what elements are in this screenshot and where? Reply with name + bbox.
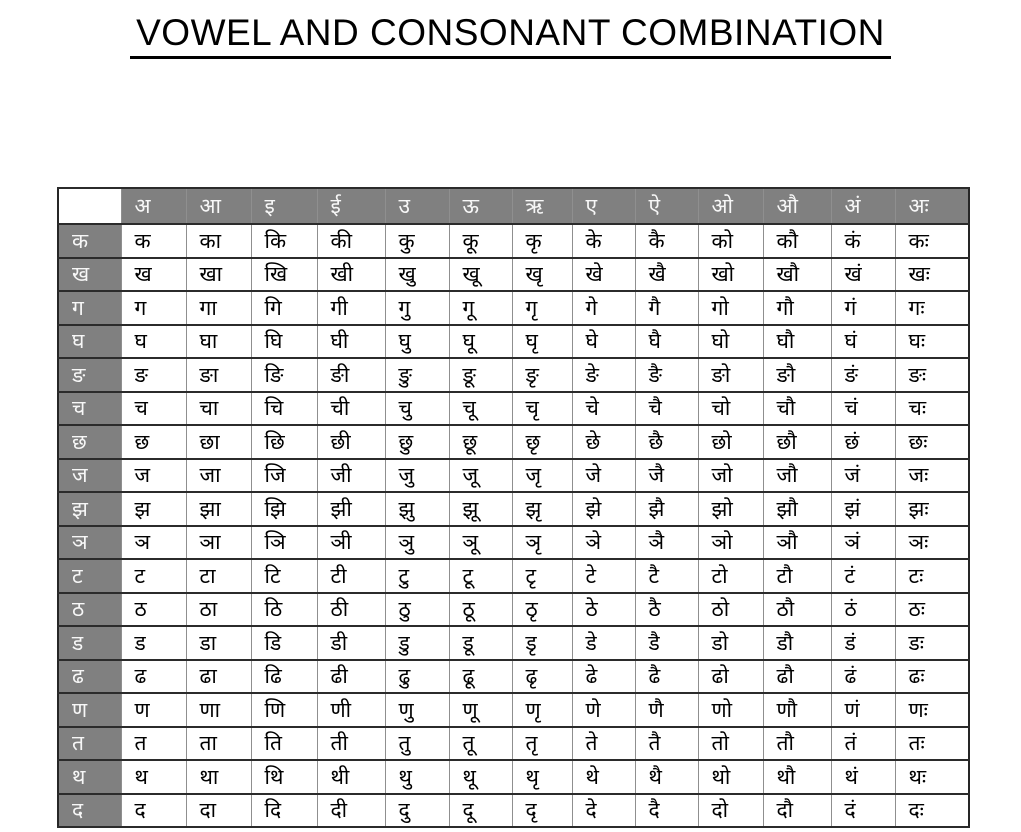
combination-cell: झः: [895, 492, 969, 526]
combination-cell: दै: [635, 794, 698, 828]
combination-cell: छं: [831, 425, 895, 459]
title-bar: [0, 12, 1021, 59]
combination-cell: ड: [121, 626, 186, 660]
combination-cell: खः: [895, 258, 969, 292]
combination-cell: थृ: [512, 760, 572, 794]
combination-cell: ञू: [449, 526, 512, 560]
combination-cell: णं: [831, 693, 895, 727]
combination-cell: तं: [831, 727, 895, 761]
combination-cell: ङं: [831, 358, 895, 392]
combination-cell: घृ: [512, 325, 572, 359]
table-row: [58, 358, 969, 392]
combination-cell: दी: [317, 794, 385, 828]
combination-cell: डे: [572, 626, 635, 660]
combination-cell: ञः: [895, 526, 969, 560]
combination-cell: टि: [251, 559, 317, 593]
combination-cell: ठू: [449, 593, 512, 627]
combination-cell: घ: [121, 325, 186, 359]
combination-cell: चू: [449, 392, 512, 426]
combination-cell: छो: [698, 425, 763, 459]
combination-cell: छौ: [763, 425, 831, 459]
table-row: [58, 660, 969, 694]
combination-cell: छः: [895, 425, 969, 459]
combination-cell: जौ: [763, 459, 831, 493]
vowel-header-cell: ई: [317, 188, 385, 224]
combination-cell: छ: [121, 425, 186, 459]
combination-cell: णू: [449, 693, 512, 727]
combination-cell: ढ: [121, 660, 186, 694]
combination-cell: खि: [251, 258, 317, 292]
table-row: [58, 794, 969, 828]
combination-cell: डौ: [763, 626, 831, 660]
combination-cell: ढि: [251, 660, 317, 694]
combination-cell: ङौ: [763, 358, 831, 392]
combination-cell: थ: [121, 760, 186, 794]
consonant-header-cell: च: [58, 392, 121, 426]
combination-cell: ङृ: [512, 358, 572, 392]
combination-cell: ञि: [251, 526, 317, 560]
combination-cell: ज: [121, 459, 186, 493]
combination-cell: डं: [831, 626, 895, 660]
combination-cell: गो: [698, 291, 763, 325]
combination-cell: ख: [121, 258, 186, 292]
combination-cell: झे: [572, 492, 635, 526]
combination-cell: कं: [831, 224, 895, 258]
table-row: [58, 258, 969, 292]
combination-cell: डू: [449, 626, 512, 660]
combination-cell: थि: [251, 760, 317, 794]
table-row: [58, 291, 969, 325]
combination-cell: दं: [831, 794, 895, 828]
combination-cell: दृ: [512, 794, 572, 828]
combination-cell: खै: [635, 258, 698, 292]
table-row: [58, 760, 969, 794]
combination-cell: टू: [449, 559, 512, 593]
combination-cell: ञु: [385, 526, 449, 560]
combination-cell: ठा: [186, 593, 251, 627]
combination-cell: णै: [635, 693, 698, 727]
combination-cell: ठी: [317, 593, 385, 627]
combination-cell: कौ: [763, 224, 831, 258]
combination-cell: दे: [572, 794, 635, 828]
combination-cell: गे: [572, 291, 635, 325]
combination-cell: थे: [572, 760, 635, 794]
combination-cell: जो: [698, 459, 763, 493]
combination-cell: झु: [385, 492, 449, 526]
combination-cell: चै: [635, 392, 698, 426]
consonant-header-cell: ज: [58, 459, 121, 493]
combination-cell: गा: [186, 291, 251, 325]
consonant-header-cell: ञ: [58, 526, 121, 560]
combination-cell: छी: [317, 425, 385, 459]
combination-cell: खी: [317, 258, 385, 292]
combination-cell: जि: [251, 459, 317, 493]
vowel-header-cell: ए: [572, 188, 635, 224]
combination-cell: टं: [831, 559, 895, 593]
combination-cell: गः: [895, 291, 969, 325]
consonant-header-cell: घ: [58, 325, 121, 359]
combination-cell: छु: [385, 425, 449, 459]
combination-cell: कु: [385, 224, 449, 258]
combination-cell: गृ: [512, 291, 572, 325]
combination-cell: ढौ: [763, 660, 831, 694]
combination-cell: णु: [385, 693, 449, 727]
combination-cell: ठि: [251, 593, 317, 627]
combination-cell: जू: [449, 459, 512, 493]
combination-cell: झू: [449, 492, 512, 526]
combination-cell: जी: [317, 459, 385, 493]
combination-cell: णा: [186, 693, 251, 727]
combination-cell: ठौ: [763, 593, 831, 627]
combination-cell: घः: [895, 325, 969, 359]
combination-cell: खु: [385, 258, 449, 292]
combination-cell: च: [121, 392, 186, 426]
combination-cell: कः: [895, 224, 969, 258]
table-row: [58, 559, 969, 593]
consonant-header-cell: ङ: [58, 358, 121, 392]
corner-cell: [58, 188, 121, 224]
combination-cell: छृ: [512, 425, 572, 459]
combination-cell: णो: [698, 693, 763, 727]
vowel-header-cell: औ: [763, 188, 831, 224]
combination-cell: थु: [385, 760, 449, 794]
combination-cell: ण: [121, 693, 186, 727]
combination-cell: को: [698, 224, 763, 258]
vowel-header-cell: ऋ: [512, 188, 572, 224]
combination-cell: ठं: [831, 593, 895, 627]
combination-cell: झी: [317, 492, 385, 526]
consonant-header-cell: क: [58, 224, 121, 258]
combination-cell: ञी: [317, 526, 385, 560]
combination-cell: झ: [121, 492, 186, 526]
combination-cell: ठु: [385, 593, 449, 627]
combination-cell: ति: [251, 727, 317, 761]
combination-cell: ठे: [572, 593, 635, 627]
combination-cell: डि: [251, 626, 317, 660]
combination-cell: ढं: [831, 660, 895, 694]
combination-cell: छि: [251, 425, 317, 459]
combination-cell: ङी: [317, 358, 385, 392]
combination-cell: खृ: [512, 258, 572, 292]
consonant-header-cell: ख: [58, 258, 121, 292]
combination-cell: थी: [317, 760, 385, 794]
combination-cell: घं: [831, 325, 895, 359]
combination-cell: ढः: [895, 660, 969, 694]
combination-cell: घे: [572, 325, 635, 359]
vowel-header-cell: आ: [186, 188, 251, 224]
combination-cell: घि: [251, 325, 317, 359]
combination-cell: खौ: [763, 258, 831, 292]
combination-cell: झा: [186, 492, 251, 526]
combination-cell: दा: [186, 794, 251, 828]
combination-cell: गी: [317, 291, 385, 325]
combination-cell: था: [186, 760, 251, 794]
combination-cell: ठै: [635, 593, 698, 627]
combination-cell: डु: [385, 626, 449, 660]
combination-cell: कै: [635, 224, 698, 258]
vowel-header-cell: उ: [385, 188, 449, 224]
combination-cell: ठ: [121, 593, 186, 627]
combination-cell: ग: [121, 291, 186, 325]
combination-cell: घु: [385, 325, 449, 359]
combination-cell: खो: [698, 258, 763, 292]
consonant-header-cell: थ: [58, 760, 121, 794]
combination-cell: चौ: [763, 392, 831, 426]
combination-cell: णी: [317, 693, 385, 727]
combination-cell: ढू: [449, 660, 512, 694]
combination-cell: डः: [895, 626, 969, 660]
vowel-header-cell: इ: [251, 188, 317, 224]
combination-cell: तु: [385, 727, 449, 761]
combination-cell: गै: [635, 291, 698, 325]
consonant-header-cell: छ: [58, 425, 121, 459]
table-row: [58, 459, 969, 493]
combination-cell: ङै: [635, 358, 698, 392]
combination-cell: ञं: [831, 526, 895, 560]
combination-cell: छू: [449, 425, 512, 459]
combination-cell: चो: [698, 392, 763, 426]
combination-cell: चः: [895, 392, 969, 426]
combination-cell: ता: [186, 727, 251, 761]
table-row: [58, 492, 969, 526]
combination-cell: खे: [572, 258, 635, 292]
combination-cell: झि: [251, 492, 317, 526]
combination-cell: णः: [895, 693, 969, 727]
combination-cell: का: [186, 224, 251, 258]
table-row: [58, 526, 969, 560]
combination-cell: णृ: [512, 693, 572, 727]
consonant-header-cell: त: [58, 727, 121, 761]
combination-cell: गू: [449, 291, 512, 325]
combination-cell: तः: [895, 727, 969, 761]
combination-cell: ङो: [698, 358, 763, 392]
combination-cell: ञौ: [763, 526, 831, 560]
combination-cell: ङे: [572, 358, 635, 392]
vowel-header-cell: अः: [895, 188, 969, 224]
combination-cell: जृ: [512, 459, 572, 493]
consonant-header-cell: ठ: [58, 593, 121, 627]
consonant-header-cell: ग: [58, 291, 121, 325]
consonant-header-cell: ट: [58, 559, 121, 593]
header-row: [58, 188, 969, 224]
combination-cell: खू: [449, 258, 512, 292]
combination-cell: घा: [186, 325, 251, 359]
combination-cell: घो: [698, 325, 763, 359]
combination-cell: जु: [385, 459, 449, 493]
combination-cell: तौ: [763, 727, 831, 761]
combination-cell: थै: [635, 760, 698, 794]
combination-cell: टो: [698, 559, 763, 593]
combination-cell: ट: [121, 559, 186, 593]
combination-cell: टृ: [512, 559, 572, 593]
table-row: [58, 224, 969, 258]
table-row: [58, 593, 969, 627]
consonant-header-cell: ड: [58, 626, 121, 660]
table-row: [58, 693, 969, 727]
table-row: [58, 425, 969, 459]
combination-cell: जै: [635, 459, 698, 493]
combination-cell: णे: [572, 693, 635, 727]
combination-cell: ञै: [635, 526, 698, 560]
combination-cell: चृ: [512, 392, 572, 426]
combination-cell: ते: [572, 727, 635, 761]
table-row: [58, 392, 969, 426]
combination-cell: क: [121, 224, 186, 258]
combination-cell: ङ: [121, 358, 186, 392]
combination-cell: ठृ: [512, 593, 572, 627]
combination-cell: टु: [385, 559, 449, 593]
combination-cell: घू: [449, 325, 512, 359]
combination-cell: तृ: [512, 727, 572, 761]
combination-cell: चु: [385, 392, 449, 426]
combination-cell: चं: [831, 392, 895, 426]
combination-cell: द: [121, 794, 186, 828]
combination-cell: ञृ: [512, 526, 572, 560]
combination-cell: तू: [449, 727, 512, 761]
combination-cell: दू: [449, 794, 512, 828]
consonant-header-cell: ण: [58, 693, 121, 727]
combination-cell: टौ: [763, 559, 831, 593]
combination-cell: गि: [251, 291, 317, 325]
combination-cell: दः: [895, 794, 969, 828]
combination-cell: कि: [251, 224, 317, 258]
combination-cell: डृ: [512, 626, 572, 660]
combination-cell: जे: [572, 459, 635, 493]
vowel-header-cell: ओ: [698, 188, 763, 224]
vowel-header-cell: अ: [121, 188, 186, 224]
combination-cell: चा: [186, 392, 251, 426]
combination-cell: दि: [251, 794, 317, 828]
combination-cell: छै: [635, 425, 698, 459]
combination-cell: टी: [317, 559, 385, 593]
combination-cell: घै: [635, 325, 698, 359]
combination-cell: झं: [831, 492, 895, 526]
combination-cell: जं: [831, 459, 895, 493]
combination-cell: ङू: [449, 358, 512, 392]
combination-cell: गु: [385, 291, 449, 325]
combination-cell: दौ: [763, 794, 831, 828]
combination-cell: जा: [186, 459, 251, 493]
combination-cell: कू: [449, 224, 512, 258]
combination-cell: ङि: [251, 358, 317, 392]
combination-cell: दो: [698, 794, 763, 828]
combination-cell: छा: [186, 425, 251, 459]
combination-cell: थो: [698, 760, 763, 794]
consonant-header-cell: द: [58, 794, 121, 828]
combination-cell: झै: [635, 492, 698, 526]
combination-cell: ढा: [186, 660, 251, 694]
combination-cell: ढो: [698, 660, 763, 694]
vowel-header-cell: ऐ: [635, 188, 698, 224]
combination-cell: थौ: [763, 760, 831, 794]
combination-cell: गौ: [763, 291, 831, 325]
combination-cell: घौ: [763, 325, 831, 359]
combination-cell: थू: [449, 760, 512, 794]
combination-cell: चि: [251, 392, 317, 426]
vowel-header-cell: अं: [831, 188, 895, 224]
combination-cell: ङु: [385, 358, 449, 392]
combination-cell: तो: [698, 727, 763, 761]
combination-cell: त: [121, 727, 186, 761]
table-row: [58, 325, 969, 359]
combination-cell: डी: [317, 626, 385, 660]
combination-cell: टे: [572, 559, 635, 593]
combination-cell: खं: [831, 258, 895, 292]
combination-cell: ञा: [186, 526, 251, 560]
combination-cell: ढै: [635, 660, 698, 694]
combination-cell: तै: [635, 727, 698, 761]
combination-cell: झौ: [763, 492, 831, 526]
consonant-header-cell: झ: [58, 492, 121, 526]
combination-cell: ङः: [895, 358, 969, 392]
combination-cell: झो: [698, 492, 763, 526]
combination-cell: की: [317, 224, 385, 258]
combination-cell: के: [572, 224, 635, 258]
combination-cell: खा: [186, 258, 251, 292]
combination-cell: ञो: [698, 526, 763, 560]
combination-rows: [58, 224, 969, 827]
combination-cell: चे: [572, 392, 635, 426]
vowel-header-cell: ऊ: [449, 188, 512, 224]
combination-cell: छे: [572, 425, 635, 459]
combination-cell: कृ: [512, 224, 572, 258]
combination-cell: ञे: [572, 526, 635, 560]
combination-cell: ठो: [698, 593, 763, 627]
combination-cell: ठः: [895, 593, 969, 627]
table-row: [58, 626, 969, 660]
combination-cell: ढु: [385, 660, 449, 694]
page-title: VOWEL AND CONSONANT COMBINATION: [130, 12, 891, 59]
combination-cell: थं: [831, 760, 895, 794]
consonant-header-cell: ढ: [58, 660, 121, 694]
combination-cell: डो: [698, 626, 763, 660]
combination-cell: ञ: [121, 526, 186, 560]
combination-cell: डै: [635, 626, 698, 660]
combination-table: [57, 187, 970, 828]
combination-cell: दु: [385, 794, 449, 828]
combination-cell: णौ: [763, 693, 831, 727]
combination-cell: टै: [635, 559, 698, 593]
combination-cell: ढे: [572, 660, 635, 694]
combination-cell: ती: [317, 727, 385, 761]
vowel-header-row: [58, 188, 969, 224]
combination-cell: टा: [186, 559, 251, 593]
combination-cell: घी: [317, 325, 385, 359]
combination-cell: ची: [317, 392, 385, 426]
combination-cell: गं: [831, 291, 895, 325]
combination-cell: थः: [895, 760, 969, 794]
combination-cell: टः: [895, 559, 969, 593]
combination-cell: ढी: [317, 660, 385, 694]
table-row: [58, 727, 969, 761]
combination-cell: झृ: [512, 492, 572, 526]
combination-cell: जः: [895, 459, 969, 493]
combination-cell: डा: [186, 626, 251, 660]
combination-cell: णि: [251, 693, 317, 727]
combination-cell: ङा: [186, 358, 251, 392]
combination-cell: ढृ: [512, 660, 572, 694]
